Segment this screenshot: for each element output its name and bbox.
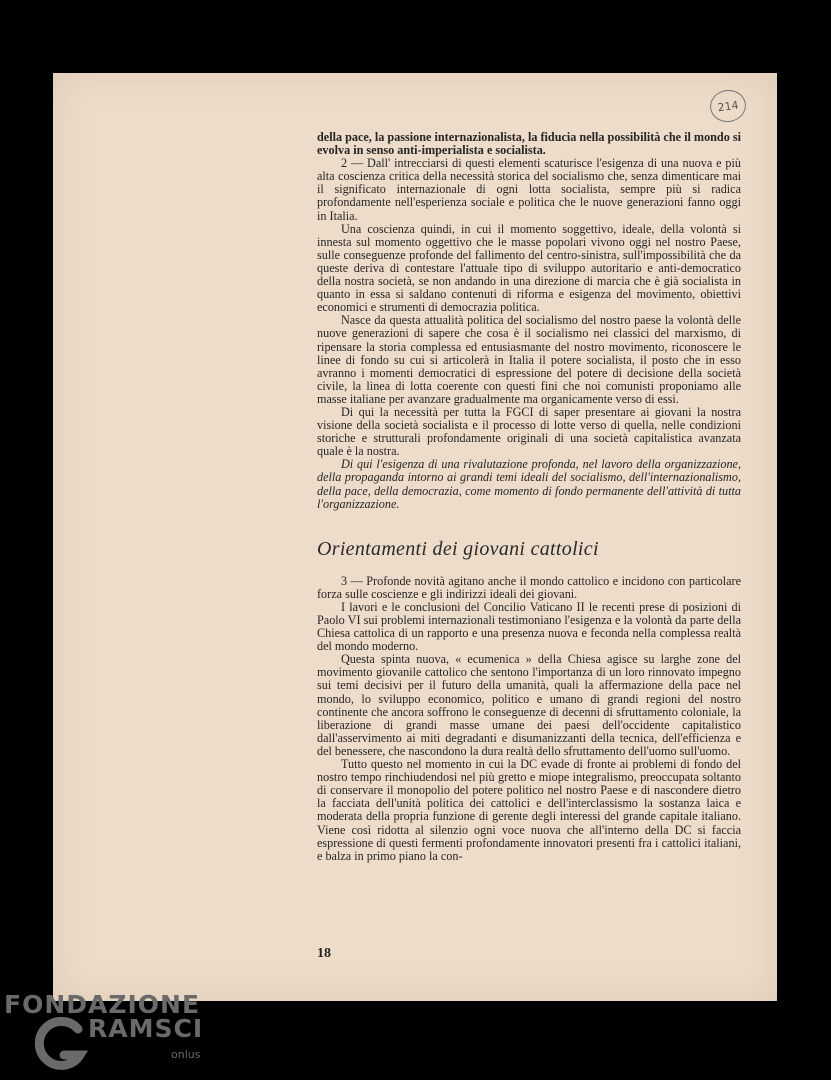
page-number: 18 [317, 946, 331, 961]
paragraph: Nasce da questa attualità politica del socialismo del nostro paese la volontà delle nuove generazioni di sapere che cosa è il socialismo nei classici del marxismo, di ripensare la storia complessa ed entusiasmante del nostro movimento, riconoscere le linee di fondo su cui si articolerà in Italia il potere socialista, il posto che in esso avranno i momenti democratici di espressione del potere di decisione della società civile, la linea di lotta coerente con questi fini che noi comunisti proponiamo alle masse italiane per avanzare gradualmente ma organicamente verso di essi. [317, 313, 741, 406]
paragraph: I lavori e le conclusioni del Concilio Vaticano II le recenti prese di posizioni di Paolo VI sui problemi internazionali testimoniano l'esigenza e la volontà da parte della Chiesa cattolica di un rapporto e una presenza nuova e feconda nella complessa realtà del mondo moderno. [317, 599, 741, 654]
archive-stamp: 214 [708, 88, 748, 125]
section-heading: Orientamenti dei giovani cattolici [317, 537, 599, 560]
watermark-line1: FONDAZIONE [4, 990, 201, 1019]
paragraph: 2 — Dall' intrecciarsi di questi elementi scaturisce l'esigenza di una nuova e più alta coscienza critica della necessità storica del socialismo che, senza dimenticare mai il significato internazionale di ogni lotta socialista, sempre più si radica profondamente nell'esperienza sociale e politica che le nuove generazioni fanno oggi in Italia. [317, 156, 741, 223]
paragraph: Tutto questo nel momento in cui la DC evade di fronte ai problemi di fondo del nostro tempo rinchiudendosi nel più gretto e miope integralismo, preoccupata soltanto di conservare il monopolio del potere politico nel nostro Paese e di nascondere dietro la facciata dell'unità politica dei cattolici e dell'interclassismo la sostanza laica e moderata della propria funzione di gerente degli interessi del grande capitale italiano. Viene così ridotta al silenzio ogni voce nuova che all'interno della DC si faccia espressione di questi fermenti profondamente innovatori presenti fra i cattolici italiani, e balza in primo piano la con- [317, 757, 741, 863]
text-column [317, 131, 741, 863]
paragraph: Di qui la necessità per tutta la FGCI di saper presentare ai giovani la nostra visione della società socialista e il processo di lotte verso di quella, nelle condizioni storiche e strutturali profondamente originali di una società capitalistica avanzata quale è la nostra. [317, 404, 741, 459]
g-swirl-icon [34, 1015, 92, 1075]
paragraph: Una coscienza quindi, in cui il momento soggettivo, ideale, della volontà si innesta sul momento oggettivo che le masse popolari vivono oggi nel nostro Paese, sulle conseguenze profonde del fallimento del centro-sinistra, sull'impossibilità che da queste deriva di contestare l'attuale tipo di sviluppo autoritario e anti-democratico della nostra società, se non andando in una direzione di marcia che è già socialista in quanto in essa si saldano contenuti di riforma e esigenza del movimento, obiettivi economici e strumenti di democrazia politica. [317, 221, 741, 315]
paragraph: Questa spinta nuova, « ecumenica » della Chiesa agisce su larghe zone del movimento giovanile cattolico che sentono l'importanza di un loro rinnovato impegno sui temi decisivi per il futuro della umanità, quali la affermazione della pace nel mondo, lo sviluppo economico, politico e umano di grandi regioni del nostro continente che ancora soffrono le conseguenze di decenni di sfruttamento coloniale, la liberazione di grandi masse umane dei paesi dell'occidente capitalistico dall'asservimento ai miti degradanti e disumanizzanti della tecnica, dell'efficienza e del benessere, che nascondono la dura realtà dello sfruttamento dell'uomo sull'uomo. [317, 652, 741, 758]
document-page [53, 73, 777, 1001]
watermark-sub: onlus [171, 1048, 201, 1061]
paragraph-italic: Di qui l'esigenza di una rivalutazione profonda, nel lavoro della organizzazione, della propaganda intorno ai grandi temi ideali del socialismo, dell'internazionalismo, della pace, della democrazia, come momento di fondo permanente dell'attività di tutta l'organizzazione. [317, 457, 741, 511]
watermark-line2: RAMSCI [88, 1014, 204, 1043]
paragraph: della pace, la passione internazionalista, la fiducia nella possibilità che il mondo si evolva in senso anti-imperialista e socialista. [317, 130, 741, 158]
paragraph: 3 — Profonde novità agitano anche il mondo cattolico e incidono con particolare forza sulle coscienze e gli indirizzi ideali dei giovani. [317, 573, 741, 601]
